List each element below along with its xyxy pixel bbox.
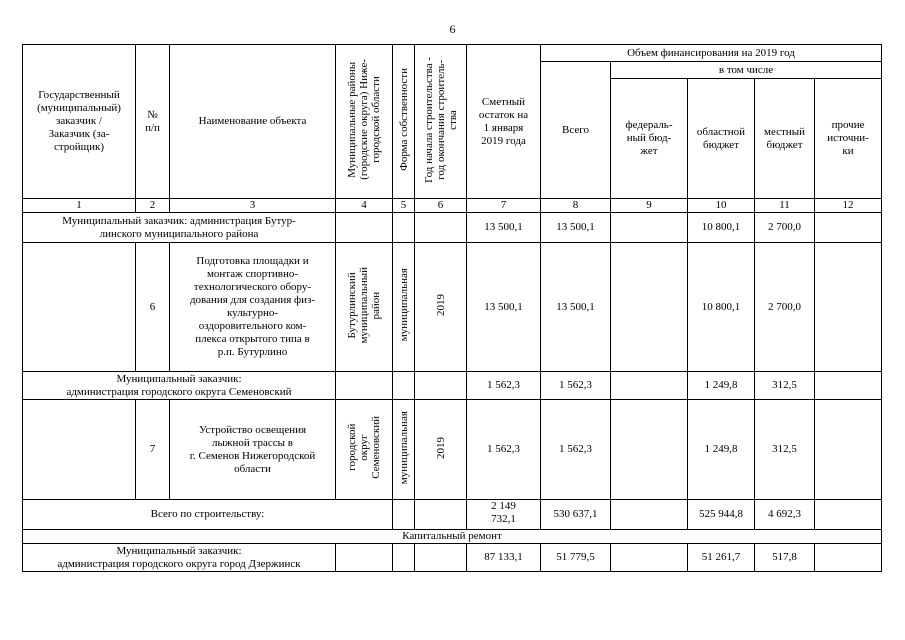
total-value: 1 562,3 bbox=[541, 400, 611, 500]
header-federal: федераль- ный бюд- жет bbox=[611, 79, 688, 199]
customer-label: Муниципальный заказчик: администрация городского округа город Дзержинск bbox=[23, 544, 336, 572]
header-total: Всего bbox=[541, 62, 611, 199]
estimate-value: 87 133,1 bbox=[467, 544, 541, 572]
object-district: городской округ Семеновский bbox=[336, 400, 393, 500]
object-number: 7 bbox=[136, 400, 170, 500]
local-value: 2 700,0 bbox=[755, 243, 815, 372]
local-value: 517,8 bbox=[755, 544, 815, 572]
local-value: 312,5 bbox=[755, 400, 815, 500]
regional-value: 51 261,7 bbox=[688, 544, 755, 572]
customer-row bbox=[23, 544, 882, 572]
col-number: 10 bbox=[688, 199, 755, 213]
estimate-value: 2 149 732,1 bbox=[467, 500, 541, 530]
col-number: 4 bbox=[336, 199, 393, 213]
object-ownership: муниципальная bbox=[393, 400, 415, 500]
col-number: 8 bbox=[541, 199, 611, 213]
header-other: прочие источни- ки bbox=[815, 79, 882, 199]
customer-label: Муниципальный заказчик: администрация городского округа Семеновский bbox=[23, 372, 336, 400]
object-district: Бутурлинский муниципальный район bbox=[336, 243, 393, 372]
object-ownership: муниципальная bbox=[393, 243, 415, 372]
object-number: 6 bbox=[136, 243, 170, 372]
header-estimate: Сметный остаток на 1 января 2019 года bbox=[467, 45, 541, 199]
section-title: Капитальный ремонт bbox=[23, 530, 882, 544]
col-number: 3 bbox=[170, 199, 336, 213]
col-number: 12 bbox=[815, 199, 882, 213]
total-value: 51 779,5 bbox=[541, 544, 611, 572]
col-number: 7 bbox=[467, 199, 541, 213]
header-object-name: Наименование объекта bbox=[170, 45, 336, 199]
col-number: 5 bbox=[393, 199, 415, 213]
column-numbers-row bbox=[23, 199, 882, 213]
header-years: Год начала строительства - год окончания строитель- ства bbox=[415, 45, 467, 199]
object-name: Устройство освещения лыжной трассы в г. Семенов Нижегородской области bbox=[170, 400, 336, 500]
object-name: Подготовка площадки и монтаж спортивно- технологического обору- дования для создания физ- культурно- оздоровительного ком- плекса открытого типа в р.п. Бутурлино bbox=[170, 243, 336, 372]
estimate-value: 13 500,1 bbox=[467, 243, 541, 372]
header-regional: областной бюджет bbox=[688, 79, 755, 199]
estimate-value: 1 562,3 bbox=[467, 400, 541, 500]
col-number: 2 bbox=[136, 199, 170, 213]
total-value: 530 637,1 bbox=[541, 500, 611, 530]
page-number: 6 bbox=[449, 22, 456, 36]
customer-row bbox=[23, 213, 882, 243]
estimate-value: 13 500,1 bbox=[467, 213, 541, 243]
col-number: 6 bbox=[415, 199, 467, 213]
regional-value: 1 249,8 bbox=[688, 400, 755, 500]
object-year: 2019 bbox=[415, 400, 467, 500]
total-row bbox=[23, 500, 882, 530]
local-value: 312,5 bbox=[755, 372, 815, 400]
local-value: 4 692,3 bbox=[755, 500, 815, 530]
header-customer: Государственный (муниципальный) заказчик / Заказчик (за- стройщик) bbox=[23, 45, 136, 199]
estimate-value: 1 562,3 bbox=[467, 372, 541, 400]
object-row bbox=[23, 243, 882, 372]
total-value: 13 500,1 bbox=[541, 213, 611, 243]
header-local: местный бюджет bbox=[755, 79, 815, 199]
object-year: 2019 bbox=[415, 243, 467, 372]
regional-value: 10 800,1 bbox=[688, 243, 755, 372]
header-including: в том числе bbox=[611, 62, 882, 79]
local-value: 2 700,0 bbox=[755, 213, 815, 243]
customer-row bbox=[23, 372, 882, 400]
header-num: № п/п bbox=[136, 45, 170, 199]
section-row bbox=[23, 530, 882, 544]
col-number: 11 bbox=[755, 199, 815, 213]
object-row bbox=[23, 400, 882, 500]
header-funding: Объем финансирования на 2019 год bbox=[541, 45, 882, 62]
header-districts: Муниципальные районы (городские округа) Ниже- городской области bbox=[336, 45, 393, 199]
total-label: Всего по строительству: bbox=[23, 500, 393, 530]
regional-value: 10 800,1 bbox=[688, 213, 755, 243]
regional-value: 525 944,8 bbox=[688, 500, 755, 530]
customer-label: Муниципальный заказчик: администрация Бутур- линского муниципального района bbox=[23, 213, 336, 243]
col-number: 9 bbox=[611, 199, 688, 213]
financing-table bbox=[22, 44, 882, 572]
total-value: 1 562,3 bbox=[541, 372, 611, 400]
header-ownership: Форма собственности bbox=[393, 45, 415, 199]
regional-value: 1 249,8 bbox=[688, 372, 755, 400]
total-value: 13 500,1 bbox=[541, 243, 611, 372]
col-number: 1 bbox=[23, 199, 136, 213]
